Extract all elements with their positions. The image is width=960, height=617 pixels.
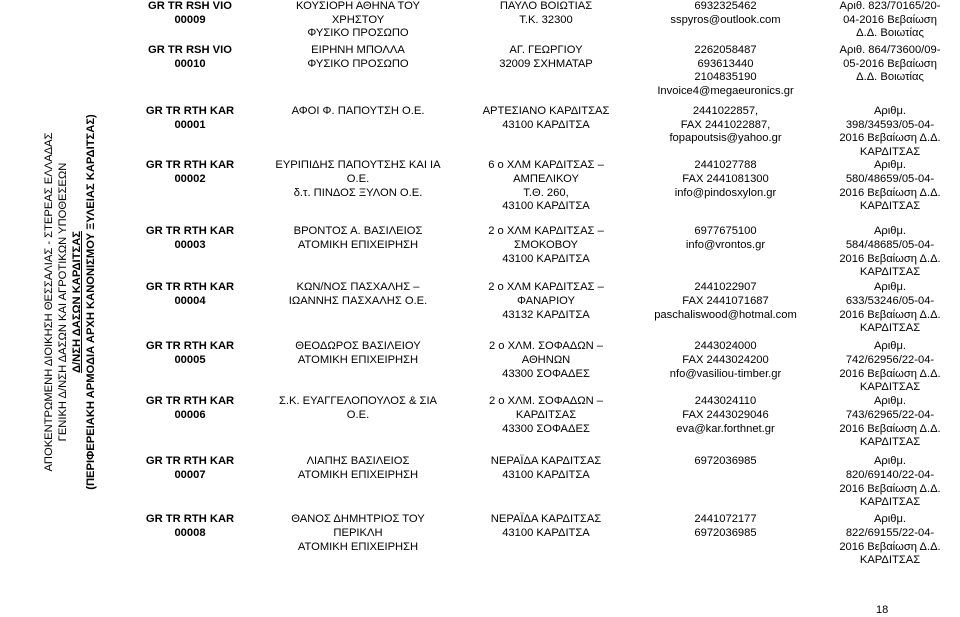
registration-code-line: 00001 xyxy=(174,118,206,131)
company-name-cell xyxy=(255,395,461,455)
registration-certificate-line: ΚΑΡΔΙΤΣΑΣ xyxy=(859,200,921,213)
company-address-line: 2 ο ΧΛΜ. ΣΟΦΑΔΩΝ – xyxy=(488,395,604,408)
company-address-line: ΑΓ. ΓΕΩΡΓΙΟΥ xyxy=(509,44,583,56)
registration-certificate-cell xyxy=(820,395,960,455)
company-contact-cell xyxy=(631,281,820,340)
registration-certificate-line: 398/34593/05-04- xyxy=(845,118,935,131)
company-name-line: ΠΕΡΙΚΛΗ xyxy=(333,526,383,539)
table-row xyxy=(125,44,960,105)
company-address-line: 43100 ΚΑΡΔΙΤΣΑ xyxy=(502,468,590,481)
registration-certificate-cell xyxy=(820,513,960,571)
registration-certificate-line: Αριθμ. xyxy=(873,340,907,353)
company-name-line: ΑΤΟΜΙΚΗ ΕΠΙΧΕΙΡΗΣΗ xyxy=(297,540,419,553)
company-address-line: ΝΕΡΑΪΔΑ ΚΑΡΔΙΤΣΑΣ xyxy=(490,513,602,526)
company-contact-line: 6972036985 xyxy=(694,526,757,539)
company-name-line: ΚΩΝ/ΝΟΣ ΠΑΣΧΑΛΗΣ – xyxy=(296,281,420,294)
registration-certificate-line: 580/48659/05-04- xyxy=(845,172,935,185)
registration-code-cell xyxy=(125,395,255,455)
registration-certificate-cell xyxy=(820,225,960,281)
registration-certificate-line: ΚΑΡΔΙΤΣΑΣ xyxy=(859,381,921,394)
company-contact-line: paschaliswood@hotmal.com xyxy=(654,308,797,321)
company-contact-line: FAX 2443024200 xyxy=(682,353,769,366)
company-address-line: ΑΡΤΕΣΙΑΝΟ ΚΑΡΔΙΤΣΑΣ xyxy=(482,105,610,117)
company-address-cell xyxy=(461,0,631,44)
table-row xyxy=(125,159,960,225)
registration-certificate-line: 2016 Βεβαίωση Δ.Δ. xyxy=(839,252,941,265)
registration-code-line: 00003 xyxy=(174,238,206,251)
registration-code-line: 00010 xyxy=(174,57,206,70)
table-row xyxy=(125,513,960,571)
registration-certificate-line: ΚΑΡΔΙΤΣΑΣ xyxy=(859,436,921,449)
company-contact-cell xyxy=(631,225,820,281)
company-contact-line: 2443024110 xyxy=(694,395,757,408)
company-name-line: ΑΦΟΙ Φ. ΠΑΠΟΥΤΣΗ Ο.Ε. xyxy=(291,105,425,117)
registration-certificate-cell xyxy=(820,44,960,105)
company-address-line: ΦΑΝΑΡΙΟΥ xyxy=(517,294,575,307)
registration-code-cell xyxy=(125,281,255,340)
company-contact-line: Invoice4@megaeuronics.gr xyxy=(657,84,794,97)
registration-code-line: 00009 xyxy=(174,13,206,26)
registration-code-line: GR TR RTH KAR xyxy=(145,395,235,408)
company-name-line: ΘΕΟΔΩΡΟΣ ΒΑΣΙΛΕΙΟΥ xyxy=(295,340,421,353)
company-name-line: ΙΩΑΝΝΗΣ ΠΑΣΧΑΛΗΣ Ο.Ε. xyxy=(288,294,428,307)
company-name-line: ΧΡΗΣΤΟΥ xyxy=(331,13,385,26)
company-address-cell xyxy=(461,225,631,281)
company-name-cell xyxy=(255,0,461,44)
company-name-cell xyxy=(255,513,461,571)
company-name-cell xyxy=(255,225,461,281)
registration-code-cell xyxy=(125,159,255,225)
registration-code-line: 00004 xyxy=(174,294,206,307)
registration-certificate-cell xyxy=(820,0,960,44)
registration-certificate-line: Αριθμ. xyxy=(873,105,907,117)
company-name-line: ΘΑΝΟΣ ΔΗΜΗΤΡΙΟΣ ΤΟΥ xyxy=(291,513,425,526)
side-header-line4: (ΠΕΡΙΦΕΡΕΙΑΚΗ ΑΡΜΟΔΙΑ ΑΡΧΗ ΚΑΝΟΝΙΣΜΟΥ ΞΥΛΕΙΑΣ ΚΑΡΔΙΤΣΑΣ) xyxy=(85,114,97,490)
company-address-line: 43100 ΚΑΡΔΙΤΣΑ xyxy=(502,118,590,131)
company-address-line: ΝΕΡΑΪΔΑ ΚΑΡΔΙΤΣΑΣ xyxy=(490,455,602,468)
company-contact-cell xyxy=(631,44,820,105)
company-address-cell xyxy=(461,44,631,105)
registration-code-cell xyxy=(125,455,255,513)
company-address-line: 6 ο ΧΛΜ ΚΑΡΔΙΤΣΑΣ – xyxy=(488,159,604,172)
company-name-cell xyxy=(255,281,461,340)
company-name-cell xyxy=(255,159,461,225)
registration-certificate-line: 822/69155/22-04- xyxy=(845,526,935,539)
company-address-cell xyxy=(461,455,631,513)
table-row xyxy=(125,281,960,340)
registration-certificate-line: ΚΑΡΔΙΤΣΑΣ xyxy=(859,266,921,279)
registration-certificate-line: 2016 Βεβαίωση Δ.Δ. xyxy=(839,482,941,495)
registration-code-cell xyxy=(125,513,255,571)
company-name-line: ΒΡΟΝΤΟΣ Α. ΒΑΣΙΛΕΙΟΣ xyxy=(293,225,423,238)
registration-certificate-line: 2016 Βεβαίωση Δ.Δ. xyxy=(839,367,941,380)
company-address-line: 2 ο ΧΛΜ ΚΑΡΔΙΤΣΑΣ – xyxy=(488,225,604,238)
registration-certificate-line: Αριθ. 864/73600/09- xyxy=(839,44,941,56)
registration-certificate-line: 2016 Βεβαίωση Δ.Δ. xyxy=(839,422,941,435)
company-address-line: 43100 ΚΑΡΔΙΤΣΑ xyxy=(502,252,590,265)
registration-code-line: GR TR RTH KAR xyxy=(145,225,235,238)
company-name-line: ΑΤΟΜΙΚΗ ΕΠΙΧΕΙΡΗΣΗ xyxy=(297,238,419,251)
company-contact-line: 2443024000 xyxy=(694,340,757,353)
registration-code-line: GR TR RTH KAR xyxy=(145,281,235,294)
registration-certificate-line: Αριθμ. xyxy=(873,455,907,468)
registration-code-cell xyxy=(125,0,255,44)
registration-certificate-line: 2016 Βεβαίωση Δ.Δ. xyxy=(839,540,941,553)
table-row xyxy=(125,395,960,455)
company-contact-line: 2441072177 xyxy=(694,513,757,526)
company-contact-line: FAX 2441022887, xyxy=(680,118,771,131)
company-contact-line: FAX 2443029046 xyxy=(682,408,769,421)
company-contact-cell xyxy=(631,159,820,225)
registration-certificate-line: 04-2016 Βεβαίωση xyxy=(843,13,937,26)
registration-certificate-line: ΚΑΡΔΙΤΣΑΣ xyxy=(859,554,921,567)
company-name-line: ΦΥΣΙΚΟ ΠΡΟΣΩΠΟ xyxy=(307,57,409,70)
company-contact-line: 6977675100 xyxy=(694,225,757,238)
company-address-cell xyxy=(461,340,631,395)
company-address-line: 32009 ΣΧΗΜΑΤΑΡ xyxy=(499,57,593,70)
company-address-line: Τ.Θ. 260, xyxy=(523,186,569,199)
company-address-cell xyxy=(461,159,631,225)
company-contact-line: eva@kar.forthnet.gr xyxy=(676,422,775,435)
company-address-line: 43100 ΚΑΡΔΙΤΣΑ xyxy=(502,526,590,539)
table-row xyxy=(125,225,960,281)
company-contact-cell xyxy=(631,340,820,395)
registration-code-line: GR TR RTH KAR xyxy=(145,340,235,353)
company-contact-line: FAX 2441071687 xyxy=(682,294,769,307)
registration-certificate-line: ΚΑΡΔΙΤΣΑΣ xyxy=(859,145,921,158)
company-contact-line: FAX 2441081300 xyxy=(682,172,769,185)
registration-certificate-line: 2016 Βεβαίωση Δ.Δ. xyxy=(839,186,941,199)
company-address-line: ΠΑΥΛΟ ΒΟΙΩΤΙΑΣ xyxy=(499,0,593,12)
company-contact-line: 2262058487 xyxy=(694,44,757,56)
company-address-line: Τ.Κ. 32300 xyxy=(519,13,573,26)
registration-code-cell xyxy=(125,105,255,159)
company-name-line: ΑΤΟΜΙΚΗ ΕΠΙΧΕΙΡΗΣΗ xyxy=(297,468,419,481)
company-contact-cell xyxy=(631,395,820,455)
company-name-line: Ο.Ε. xyxy=(346,172,370,185)
company-contact-line: 6972036985 xyxy=(694,455,757,468)
registration-certificate-line: Δ.Δ. Βοιωτίας xyxy=(856,71,924,84)
table-row xyxy=(125,340,960,395)
registration-certificate-line: Αριθ. 823/70165/20- xyxy=(839,0,941,12)
registration-certificate-line: ΚΑΡΔΙΤΣΑΣ xyxy=(859,322,921,335)
registration-certificate-line: Αριθμ. xyxy=(873,225,907,238)
registration-code-line: GR TR RTH KAR xyxy=(145,105,235,117)
company-contact-line: 6932325462 xyxy=(694,0,757,12)
registration-certificate-line: 633/53246/05-04- xyxy=(845,294,935,307)
registration-certificate-cell xyxy=(820,105,960,159)
registration-certificate-cell xyxy=(820,340,960,395)
page-number: 18 xyxy=(876,604,889,616)
table-row xyxy=(125,105,960,159)
company-name-line: ΑΤΟΜΙΚΗ ΕΠΙΧΕΙΡΗΣΗ xyxy=(297,353,419,366)
registration-certificate-line: 2016 Βεβαίωση Δ.Δ. xyxy=(839,308,941,321)
registration-certificate-line: 743/62965/22-04- xyxy=(845,408,935,421)
company-contact-line: info@pindosxylon.gr xyxy=(674,186,777,199)
company-address-line: 43300 ΣΟΦΑΔΕΣ xyxy=(502,367,590,380)
company-contact-line: fopapoutsis@yahoo.gr xyxy=(669,132,782,145)
company-contact-cell xyxy=(631,0,820,44)
company-name-cell xyxy=(255,340,461,395)
registration-code-line: 00002 xyxy=(174,172,206,185)
side-header xyxy=(40,8,100,596)
company-name-cell xyxy=(255,455,461,513)
registration-code-line: GR TR RTH KAR xyxy=(145,513,235,526)
company-name-line: ΕΙΡΗΝΗ ΜΠΟΛΛΑ xyxy=(311,44,405,56)
company-contact-line: 2104835190 xyxy=(694,71,757,84)
company-contact-line: nfo@vasiliou-timber.gr xyxy=(669,367,782,380)
company-name-cell xyxy=(255,105,461,159)
company-contact-line: 2441022857, xyxy=(692,105,759,117)
registration-code-line: 00006 xyxy=(174,408,206,421)
company-address-line: ΑΘΗΝΩΝ xyxy=(521,353,571,366)
company-name-line: δ.τ. ΠΙΝΔΟΣ ΞΥΛΟΝ Ο.Ε. xyxy=(293,186,423,199)
registration-code-line: 00008 xyxy=(174,526,206,539)
registration-code-line: GR TR RTH KAR xyxy=(145,455,235,468)
company-contact-cell xyxy=(631,513,820,571)
company-address-cell xyxy=(461,281,631,340)
registration-code-line: GR TR RTH KAR xyxy=(145,159,235,172)
registration-certificate-line: 2016 Βεβαίωση Δ.Δ. xyxy=(839,132,941,145)
registration-code-cell xyxy=(125,225,255,281)
company-address-line: 43300 ΣΟΦΑΔΕΣ xyxy=(502,422,590,435)
company-name-line: ΕΥΡΙΠΙΔΗΣ ΠΑΠΟΥΤΣΗΣ ΚΑΙ ΙΑ xyxy=(275,159,441,172)
registration-certificate-line: 584/48685/05-04- xyxy=(845,238,935,251)
side-header-line1: ΑΠΟΚΕΝΤΡΩΜΕΝΗ ΔΙΟΙΚΗΣΗ ΘΕΣΣΑΛΙΑΣ - ΣΤΕΡΕΑΣ ΕΛΛΑΔΑΣ xyxy=(43,132,55,472)
company-contact-line: 693613440 xyxy=(697,57,754,70)
company-name-line: ΛΙΑΠΗΣ ΒΑΣΙΛΕΙΟΣ xyxy=(306,455,410,468)
company-address-cell xyxy=(461,105,631,159)
registration-certificate-line: 820/69140/22-04- xyxy=(845,468,935,481)
company-address-cell xyxy=(461,395,631,455)
company-contact-line: 2441022907 xyxy=(694,281,757,294)
company-address-line: 2 ο ΧΛΜ. ΣΟΦΑΔΩΝ – xyxy=(488,340,604,353)
company-name-line: ΦΥΣΙΚΟ ΠΡΟΣΩΠΟ xyxy=(307,27,409,40)
company-contact-line: sspyros@outlook.com xyxy=(670,13,781,26)
company-address-line: 2 ο ΧΛΜ ΚΑΡΔΙΤΣΑΣ – xyxy=(488,281,604,294)
company-address-line: 43132 ΚΑΡΔΙΤΣΑ xyxy=(502,308,590,321)
company-address-line: ΣΜΟΚΟΒΟΥ xyxy=(513,238,579,251)
company-contact-cell xyxy=(631,105,820,159)
registration-certificate-line: Αριθμ. xyxy=(873,159,907,172)
company-address-line: ΑΜΠΕΛΙΚΟΥ xyxy=(513,172,579,185)
registration-certificate-cell xyxy=(820,281,960,340)
company-contact-line: 2441027788 xyxy=(694,159,757,172)
company-name-line: Ο.Ε. xyxy=(346,408,370,421)
registration-certificate-line: ΚΑΡΔΙΤΣΑΣ xyxy=(859,496,921,509)
registration-code-cell xyxy=(125,44,255,105)
registration-code-line: 00005 xyxy=(174,353,206,366)
table-row xyxy=(125,455,960,513)
registration-code-line: GR TR RSH VIO xyxy=(148,0,232,12)
company-name-cell xyxy=(255,44,461,105)
registration-certificate-line: Αριθμ. xyxy=(873,513,907,526)
table-row xyxy=(125,0,960,44)
registration-code-line: 00007 xyxy=(174,468,206,481)
registration-certificate-line: 742/62956/22-04- xyxy=(845,353,935,366)
side-header-line2: ΓΕΝΙΚΗ Δ/ΝΣΗ ΔΑΣΩΝ ΚΑΙ ΑΓΡΟΤΙΚΩΝ ΥΠΟΘΕΣΕΩΝ xyxy=(57,162,69,442)
registration-certificate-line: Αριθμ. xyxy=(873,395,907,408)
registration-code-cell xyxy=(125,340,255,395)
registration-certificate-line: Αριθμ. xyxy=(873,281,907,294)
registry-table xyxy=(125,0,960,571)
registration-certificate-cell xyxy=(820,159,960,225)
registration-certificate-line: Δ.Δ. Βοιωτίας xyxy=(856,27,924,40)
registration-code-line: GR TR RSH VIO xyxy=(148,44,232,56)
company-name-line: ΚΟΥΣΙΟΡΗ ΑΘΗΝΑ ΤΟΥ xyxy=(296,0,420,12)
company-contact-line: info@vrontos.gr xyxy=(685,238,766,251)
company-contact-cell xyxy=(631,455,820,513)
registration-certificate-cell xyxy=(820,455,960,513)
company-address-line: 43100 ΚΑΡΔΙΤΣΑ xyxy=(502,200,590,213)
company-address-line: ΚΑΡΔΙΤΣΑΣ xyxy=(515,408,577,421)
company-address-cell xyxy=(461,513,631,571)
company-name-line: Σ.Κ. ΕΥΑΓΓΕΛΟΠΟΥΛΟΣ & ΣΙΑ xyxy=(278,395,438,408)
registration-certificate-line: 05-2016 Βεβαίωση xyxy=(843,57,937,70)
side-header-line3: Δ/ΝΣΗ ΔΑΣΩΝ ΚΑΡΔΙΤΣΑΣ xyxy=(71,231,83,373)
side-header-text xyxy=(42,8,98,596)
